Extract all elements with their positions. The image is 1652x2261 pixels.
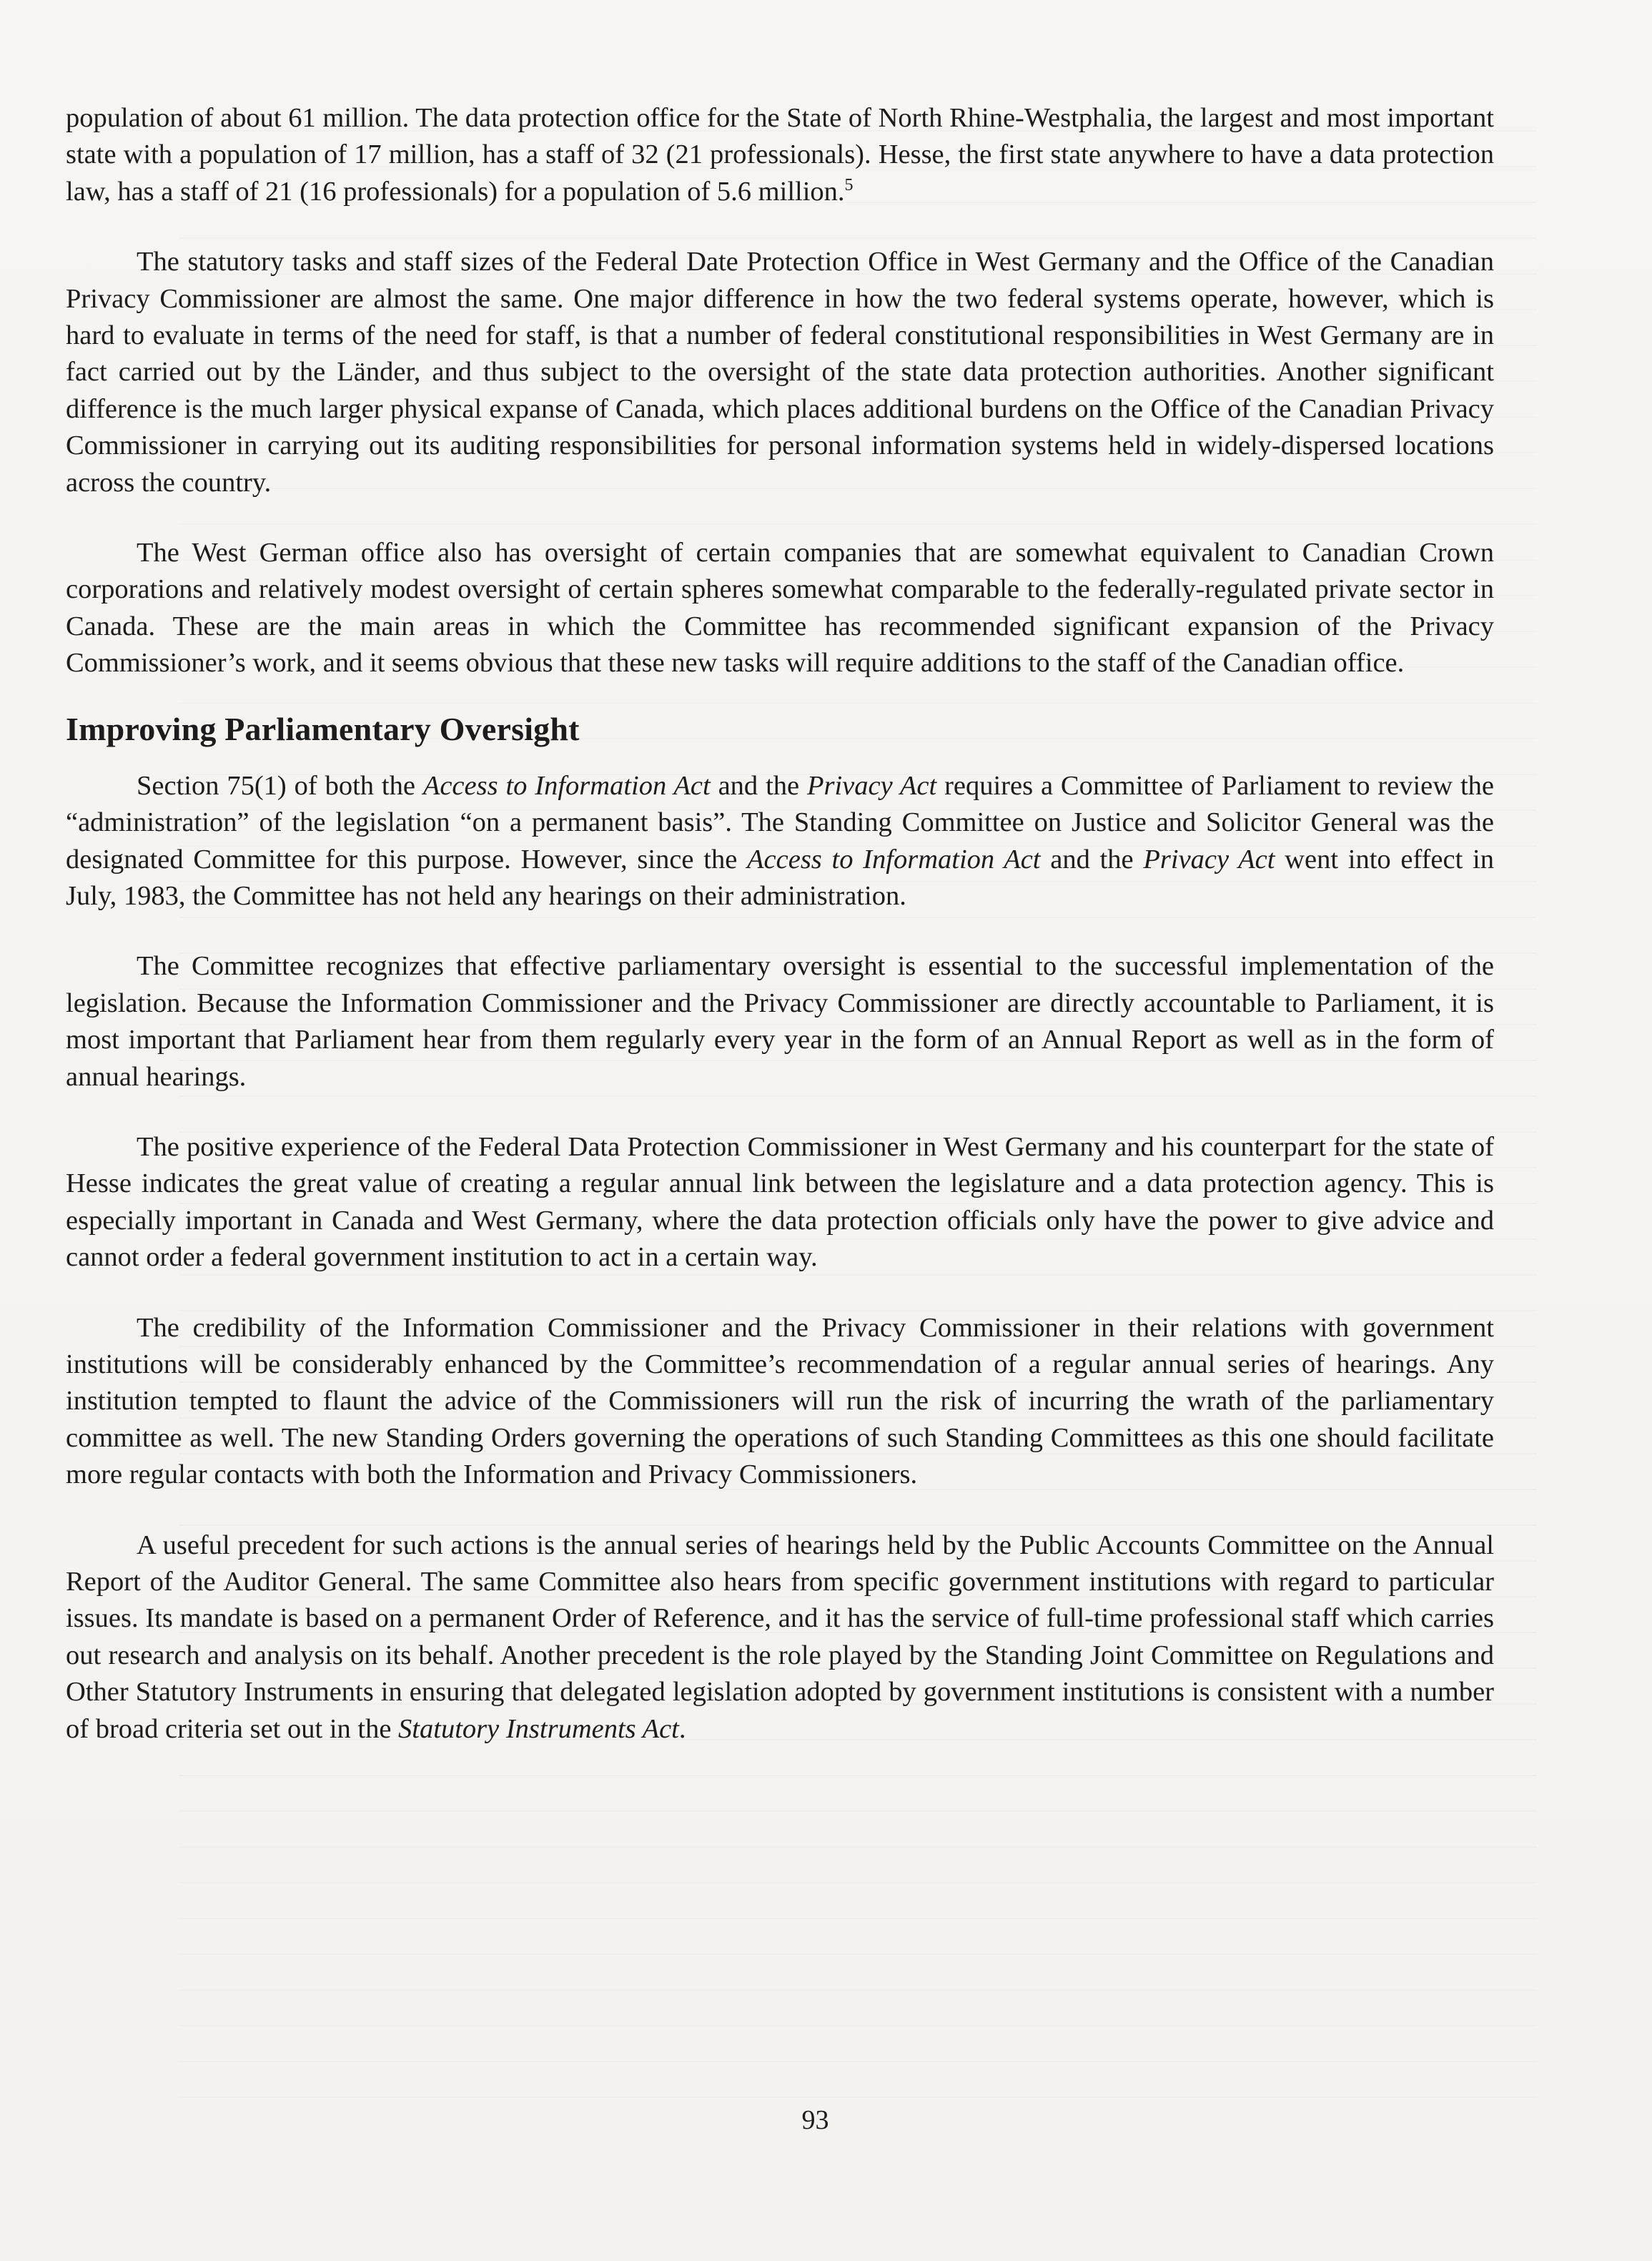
paragraph-staff-figures <box>66 100 1494 210</box>
text-run: went into effect in July, 1983, the Committee has not held any hearings on their administration. <box>66 844 1494 911</box>
paragraph-west-german-office: The West German office also has oversight of certain companies that are somewhat equivalent to Canadian Crown corporations and relatively modest oversight of certain spheres somewhat comparable to the federally-regulated private sector in Canada. These are the main areas in which the Committee has recommended significant expansion of the Privacy Commissioner’s work, and it seems obvious that these new tasks will require additions to the staff of the Canadian office. <box>66 538 1494 679</box>
act-title: Access to Information Act <box>422 770 711 801</box>
act-title: Access to Information Act <box>747 844 1041 875</box>
footnote-marker[interactable]: 5 <box>844 175 854 194</box>
page-number <box>0 2104 1652 2137</box>
paragraph-useful-precedent <box>66 1527 1494 1748</box>
paragraph-committee-recognizes: The Committee recognizes that effective parliamentary oversight is essential to the successful implementation of the legislation. Because the Information Commissioner and the Privacy Commissioner are directly accountable to Parliament, it is most important that Parliament hear from them regularly every year in the form of an Annual Report as well as in the form of annual hearings. <box>66 951 1494 1092</box>
text-run: requires a Committee of Parliament to review the “administration” of the legislation “on a permanent basis”. The Standing Committee on Justice and Solicitor General was the designated Committee for this purpose. However, since the <box>66 770 1494 875</box>
act-title: Privacy Act <box>1143 844 1275 875</box>
act-title: Privacy Act <box>806 770 937 801</box>
paragraph-section-75 <box>66 768 1494 915</box>
paragraph-credibility: The credibility of the Information Commissioner and the Privacy Commissioner in their relations with government institutions will be considerably enhanced by the Committee’s recommendation of a regular annual series of hearings. Any institution tempted to flaunt the advice of the Commissioners will run the risk of incurring the wrath of the parliamentary committee as well. The new Standing Orders governing the operations of such Standing Committees as this one should facilitate more regular contacts with both the Information and Privacy Commissioners. <box>66 1312 1494 1490</box>
page-number-text: 93 <box>801 2105 829 2135</box>
body-text <box>66 100 1494 1748</box>
text-run: and the <box>710 770 807 801</box>
text-run: . <box>678 1713 686 1744</box>
paragraph-positive-experience: The positive experience of the Federal Data Protection Commissioner in West Germany and his counterpart for the state of Hesse indicates the great value of creating a regular annual link between the legislature and a data protection agency. This is especially important in Canada and West Germany, where the data protection officials only have the power to give advice and cannot order a federal government institution to act in a certain way. <box>66 1131 1494 1273</box>
paragraph-statutory-tasks: The statutory tasks and staff sizes of the Federal Date Protection Office in West Germany and the Office of the Canadian Privacy Commissioner are almost the same. One major difference in how the two federal systems operate, however, which is hard to evaluate in terms of the need for staff, is that a number of federal constitutional responsibilities in West Germany are in fact carried out by the Länder, and thus subject to the oversight of the state data protection authorities. Another significant difference is the much larger physical expanse of Canada, which places additional burdens on the Office of the Canadian Privacy Commissioner in carrying out its auditing responsibilities for personal information systems held in widely-dispersed locations across the country. <box>66 247 1494 498</box>
text-run: Section 75(1) of both the <box>137 770 423 801</box>
paragraph-text: population of about 61 million. The data protection office for the State of North Rhine-Westphalia, the largest and most important state with a population of 17 million, has a staff of 32 (21 professionals). Hesse, the first state anywhere to have a data protection law, has a staff of 21 (16 professionals) for a population of 5.6 million. <box>66 103 1494 207</box>
text-run: and the <box>1040 844 1144 875</box>
text-run: A useful precedent for such actions is the annual series of hearings held by the Public Accounts Committee on the Annual Report of the Auditor General. The same Committee also hears from specific government institutions with regard to particular issues. Its mandate is based on a permanent Order of Reference, and it has the service of full-time professional staff which carries out research and analysis on its behalf. Another precedent is the role played by the Standing Joint Committee on Regulations and Other Statutory Instruments in ensuring that delegated legislation adopted by government institutions is consistent with a number of broad criteria set out in the <box>66 1530 1494 1744</box>
act-title: Statutory Instruments Act <box>398 1713 679 1744</box>
section-heading: Improving Parliamentary Oversight <box>66 710 580 747</box>
